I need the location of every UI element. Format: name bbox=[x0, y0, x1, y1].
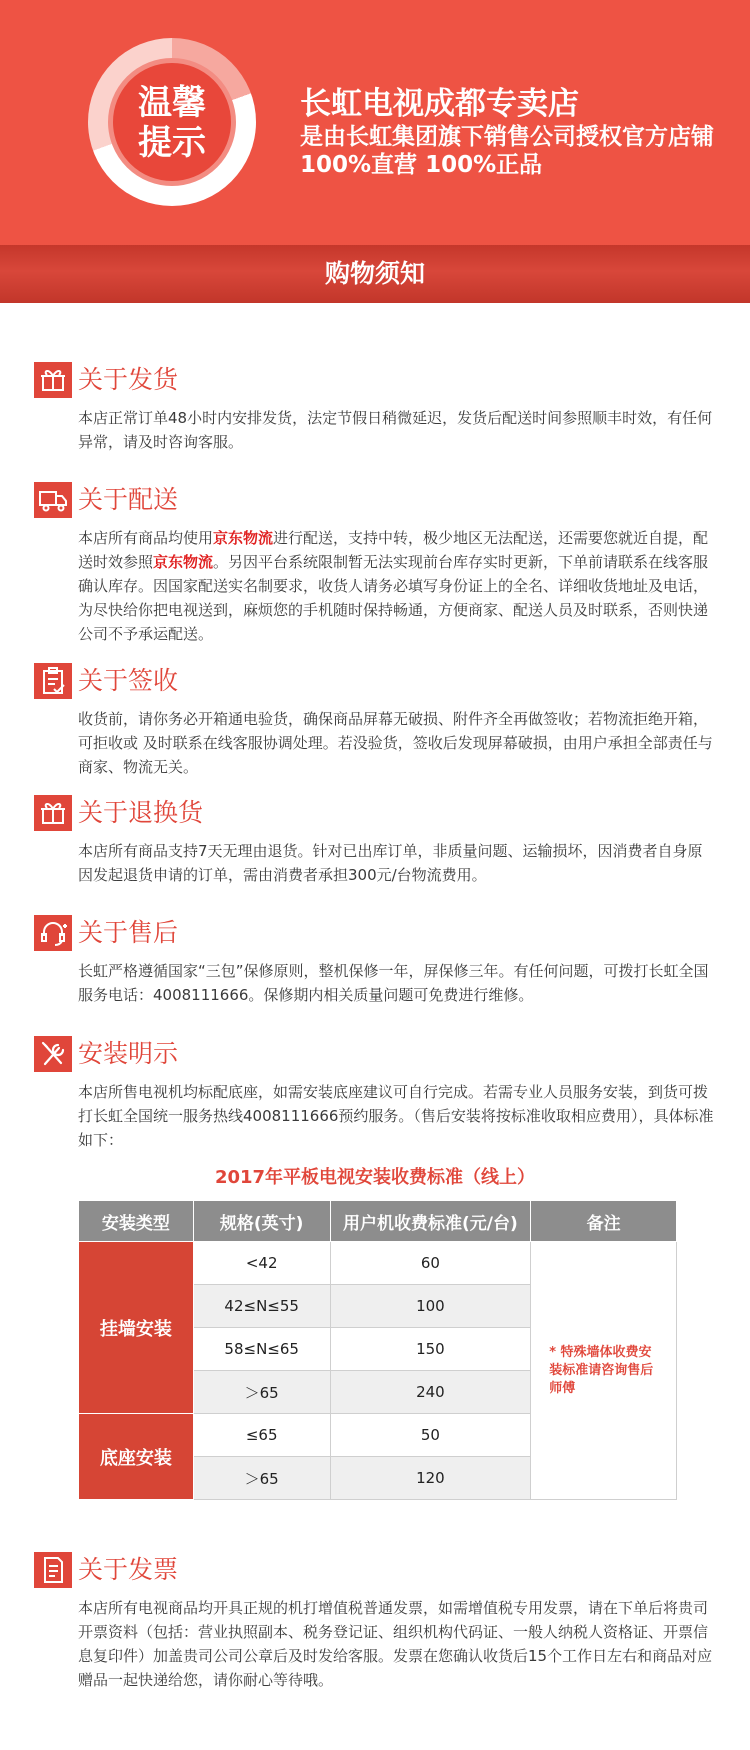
clipboard-check-icon bbox=[34, 663, 72, 699]
section-body: 长虹严格遵循国家“三包”保修原则，整机保修一年，屏保修三年。有任何问题，可拨打长虹全国服务电话：4008111666。保修期内相关质量问题可免费进行维修。 bbox=[78, 962, 709, 1004]
section-delivery bbox=[34, 480, 714, 646]
section-title: 关于发票 bbox=[78, 1555, 179, 1584]
tip-badge-line1: 温馨 bbox=[138, 83, 206, 123]
headset-icon bbox=[34, 915, 72, 951]
column-header: 备注 bbox=[531, 1201, 677, 1242]
section-body: 本店所有商品支持7天无理由退货。针对已出库订单，非质量问题、运输损坏，因消费者自身原因发起退货申请的订单，需由消费者承担300元/台物流费用。 bbox=[78, 842, 703, 884]
install-type-cell: 挂墙安装 bbox=[79, 1242, 194, 1414]
spec-cell: 58≤N≤65 bbox=[193, 1328, 330, 1371]
section-title: 关于退换货 bbox=[78, 798, 204, 827]
shop-name: 长虹电视成都专卖店 bbox=[300, 86, 579, 122]
fee-cell: 50 bbox=[330, 1414, 531, 1457]
fee-cell: 150 bbox=[330, 1328, 531, 1371]
section-body: 本店所有电视商品均开具正规的机打增值税普通发票，如需增值税专用发票，请在下单后将贵司开票资料（包括：营业执照副本、税务登记证、组织机构代码证、一般人纳税人资格证、开票信息复印件）加盖贵司公司公章后及时发给客服。发票在您确认收货后15个工作日左右和商品对应赠品一起快递给您，请你耐心等待哦。 bbox=[78, 1599, 713, 1689]
shop-slogan: 100%直营 100%正品 bbox=[300, 152, 543, 178]
tip-badge-ring bbox=[88, 38, 256, 206]
section-after-sales bbox=[34, 913, 714, 1007]
spec-cell: ＞65 bbox=[193, 1457, 330, 1500]
tip-badge-line2: 提示 bbox=[138, 123, 206, 163]
section-signing bbox=[34, 661, 714, 779]
jd-logistics-link: 京东物流 bbox=[153, 553, 214, 571]
note-cell: * 特殊墙体收费安装标准请咨询售后师傅 bbox=[531, 1242, 677, 1500]
section-body: 本店所有商品均使用京东物流进行配送，支持中转，极少地区无法配送，还需要您就近自提，配送时效参照京东物流。另因平台系统限制暂无法实现前台库存实时更新，下单前请联系在线客服确认库存。因国家配送实名制要求，收货人请务必填写身份证上的全名、详细收货地址及电话，为尽快给你把电视送到，麻烦您的手机随时保持畅通，方便商家、配送人员及时联系，否则快递公司不予承运配送。 bbox=[78, 529, 709, 643]
fee-cell: 120 bbox=[330, 1457, 531, 1500]
document-icon bbox=[34, 1552, 72, 1588]
section-title: 关于配送 bbox=[78, 485, 179, 514]
spec-cell: <42 bbox=[193, 1242, 330, 1285]
table-header-row bbox=[79, 1201, 677, 1242]
section-invoice bbox=[34, 1550, 714, 1692]
section-body: 收货前，请你务必开箱通电验货，确保商品屏幕无破损、附件齐全再做签收；若物流拒绝开箱，可拒收或 及时联系在线客服协调处理。若没验货，签收后发现屏幕破损，由用户承担全部责任与商家、物流无关。 bbox=[78, 710, 713, 776]
section-title: 安装明示 bbox=[78, 1039, 179, 1068]
spec-cell: ＞65 bbox=[193, 1371, 330, 1414]
fee-cell: 100 bbox=[330, 1285, 531, 1328]
section-returns bbox=[34, 793, 714, 887]
shop-subtitle: 是由长虹集团旗下销售公司授权官方店铺 bbox=[300, 124, 714, 150]
fee-table bbox=[78, 1200, 677, 1500]
section-body: 本店正常订单48小时内安排发货，法定节假日稍微延迟，发货后配送时间参照顺丰时效，有任何异常，请及时咨询客服。 bbox=[78, 409, 713, 451]
column-header: 规格(英寸) bbox=[193, 1201, 330, 1242]
header bbox=[0, 0, 750, 245]
tools-icon bbox=[34, 1036, 72, 1072]
fee-cell: 240 bbox=[330, 1371, 531, 1414]
section-title: 关于签收 bbox=[78, 666, 179, 695]
section-title: 关于发货 bbox=[78, 365, 179, 394]
gift-icon bbox=[34, 795, 72, 831]
table-row bbox=[79, 1242, 677, 1285]
section-title: 关于售后 bbox=[78, 918, 179, 947]
section-body: 本店所售电视机均标配底座，如需安装底座建议可自行完成。若需专业人员服务安装，到货可拨打长虹全国统一服务热线4008111666预约服务。（售后安装将按标准收取相应费用），具体标准如下： bbox=[78, 1083, 714, 1149]
tip-badge bbox=[108, 58, 236, 186]
install-type-cell: 底座安装 bbox=[79, 1414, 194, 1500]
section-shipping bbox=[34, 360, 714, 454]
spec-cell: 42≤N≤55 bbox=[193, 1285, 330, 1328]
banner-title: 购物须知 bbox=[324, 259, 425, 288]
banner bbox=[0, 245, 750, 303]
column-header: 用户机收费标准(元/台) bbox=[330, 1201, 531, 1242]
gift-icon bbox=[34, 362, 72, 398]
fee-cell: 60 bbox=[330, 1242, 531, 1285]
spec-cell: ≤65 bbox=[193, 1414, 330, 1457]
jd-logistics-link: 京东物流 bbox=[213, 529, 274, 547]
fee-table-caption: 2017年平板电视安装收费标准（线上） bbox=[214, 1167, 536, 1188]
section-installation bbox=[34, 1034, 714, 1152]
column-header: 安装类型 bbox=[79, 1201, 194, 1242]
truck-icon bbox=[34, 482, 72, 518]
